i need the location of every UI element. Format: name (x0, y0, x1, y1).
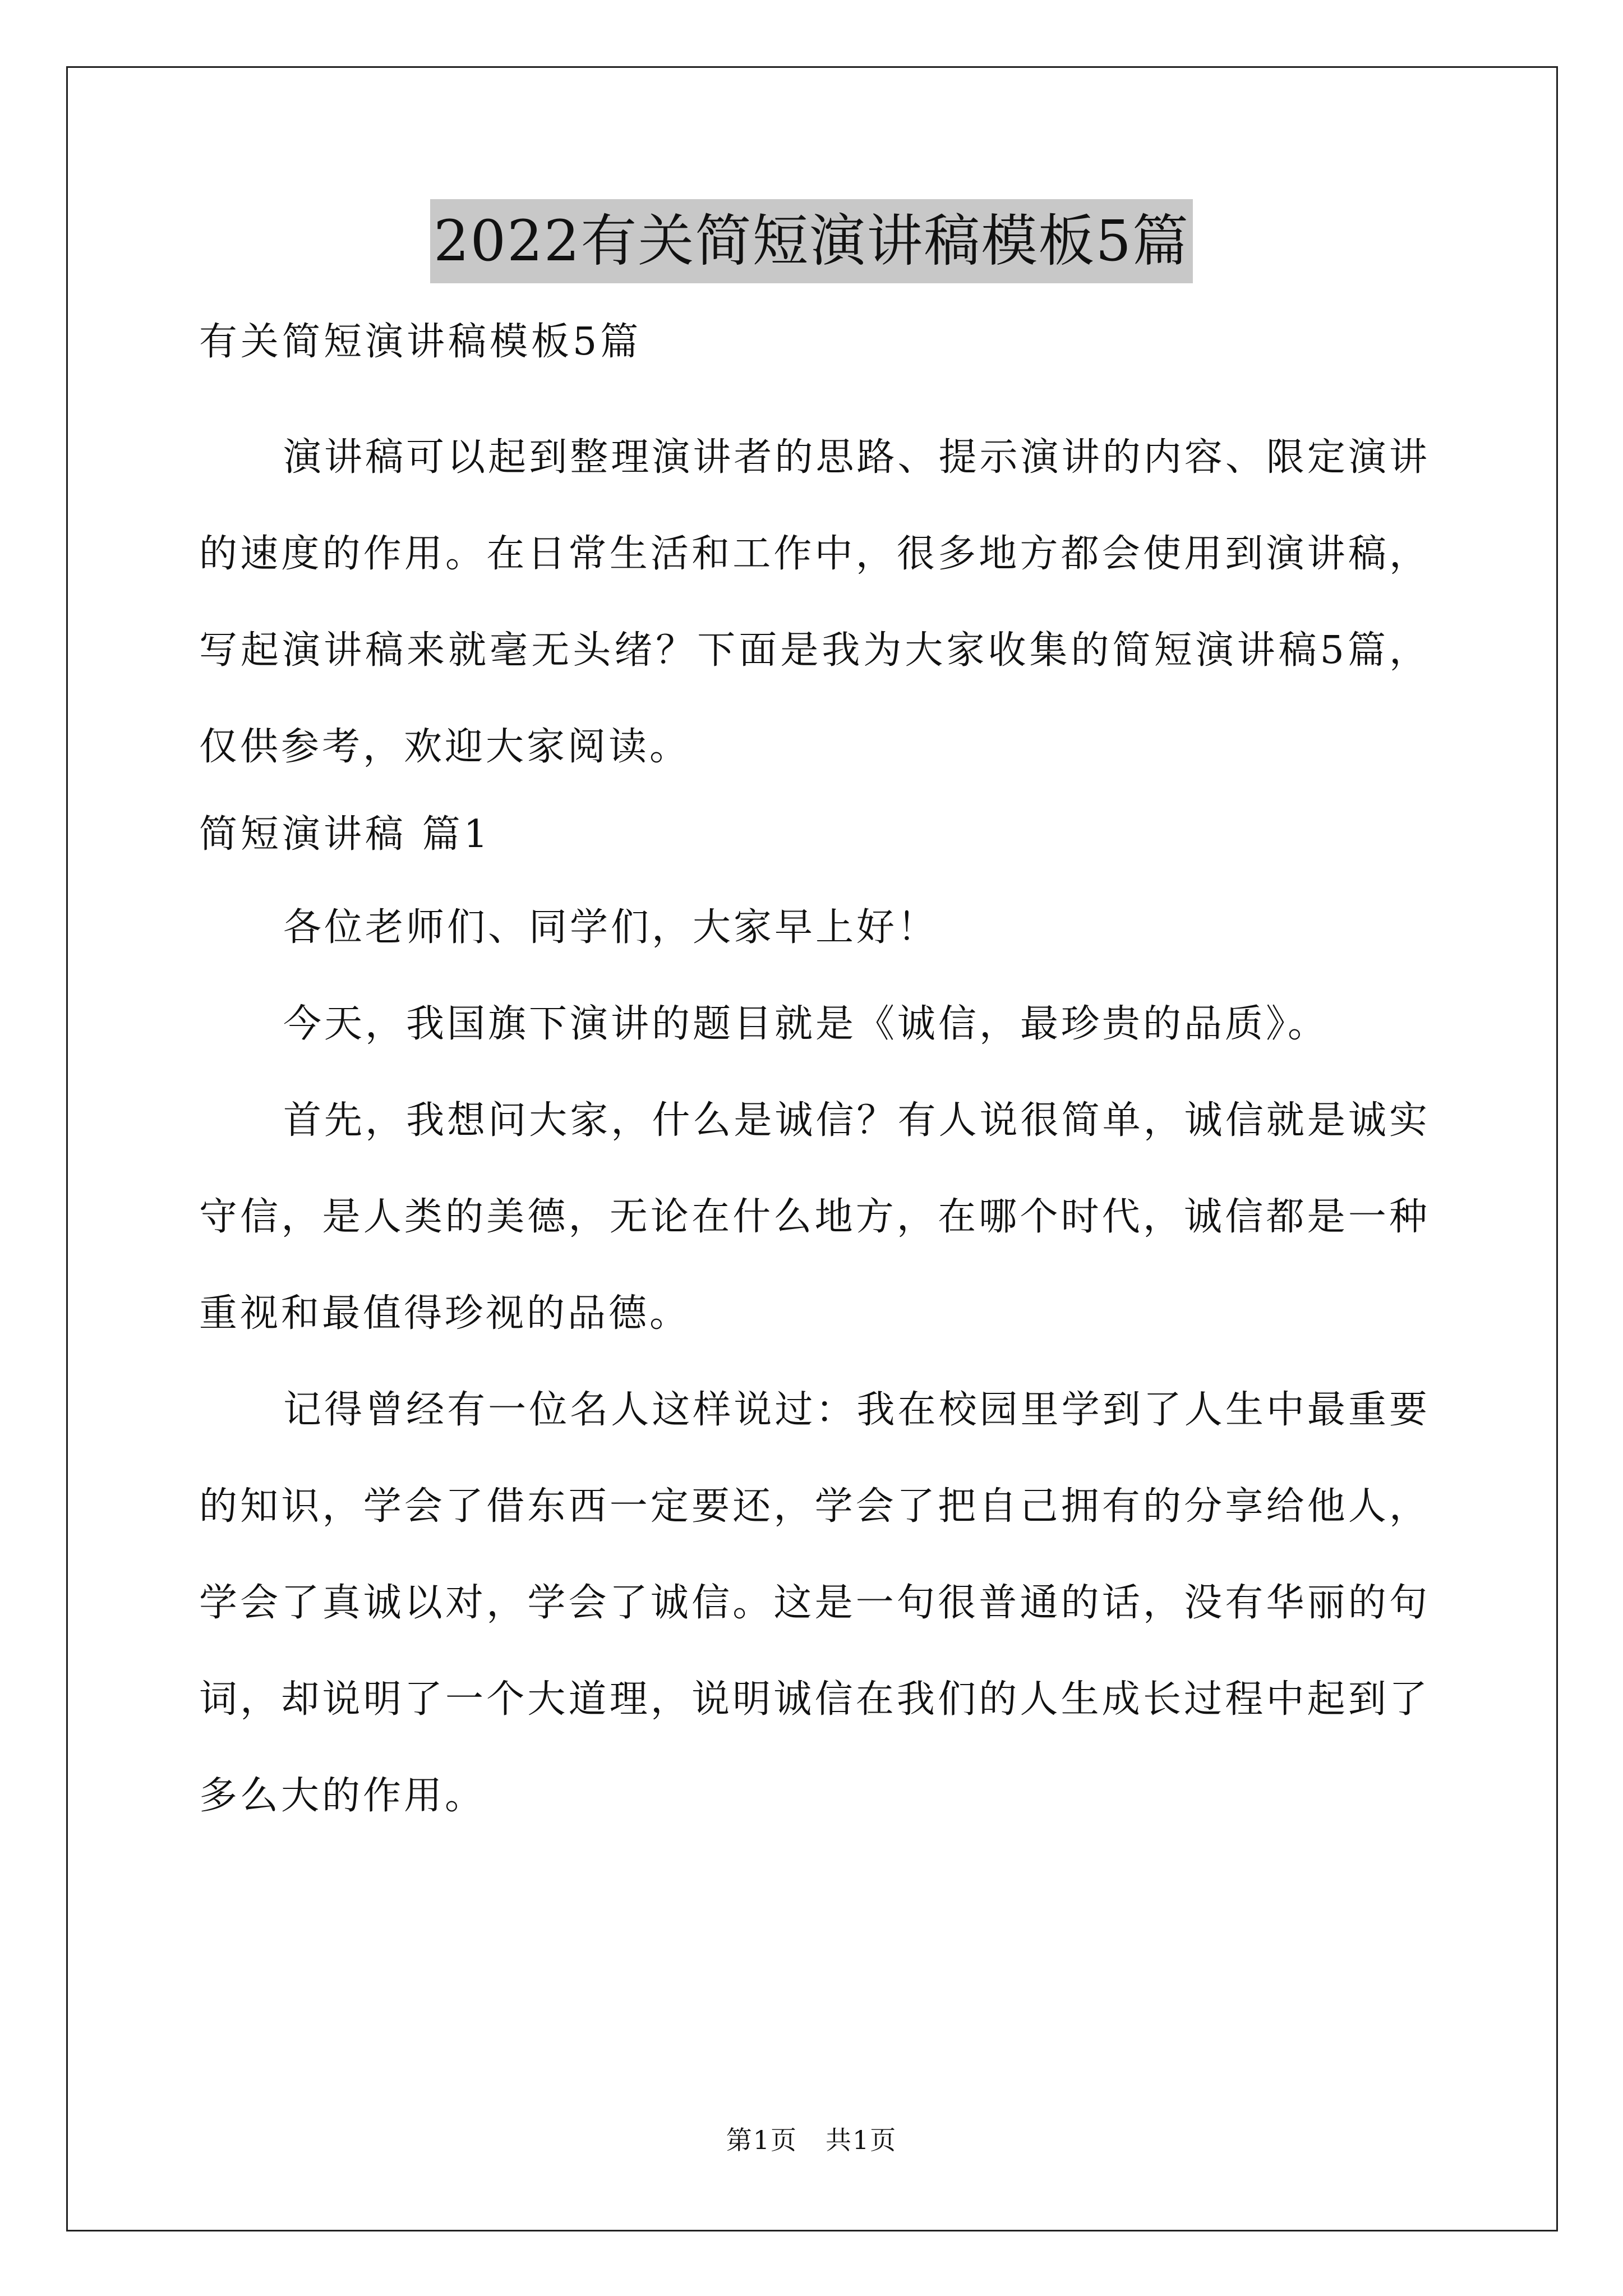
document-subtitle: 有关简短演讲稿模板5篇 (199, 320, 642, 364)
body-paragraph: 各位老师们、同学们，大家早上好！ (283, 905, 939, 950)
body-paragraph: 今天，我国旗下演讲的题目就是《诚信，最珍贵的品质》。 (283, 1002, 1329, 1046)
document-body (199, 314, 1430, 1844)
page-footer (0, 2123, 1623, 2157)
section-heading: 简短演讲稿 篇1 (199, 812, 491, 857)
page-number: 第1页 (726, 2125, 797, 2155)
page-total: 共1页 (826, 2125, 897, 2155)
intro-paragraph: 演讲稿可以起到整理演讲者的思路、提示演讲的内容、限定演讲的速度的作用。在日常生活和工作中，很多地方都会使用到演讲稿，写起演讲稿来就毫无头绪？下面是我为大家收集的简短演讲稿5篇，仅供参考，欢迎大家阅读。 (199, 435, 1430, 769)
title-container (0, 199, 1623, 283)
body-paragraph: 记得曾经有一位名人这样说过：我在校园里学到了人生中最重要的知识，学会了借东西一定要还，学会了把自己拥有的分享给他人，学会了真诚以对，学会了诚信。这是一句很普通的话，没有华丽的句词，却说明了一个大道理，说明诚信在我们的人生成长过程中起到了多么大的作用。 (199, 1388, 1430, 1818)
body-paragraph: 首先，我想问大家，什么是诚信？有人说很简单，诚信就是诚实守信，是人类的美德，无论在什么地方，在哪个时代，诚信都是一种重视和最值得珍视的品德。 (199, 1098, 1430, 1336)
document-title: 2022有关简短演讲稿模板5篇 (430, 199, 1193, 283)
